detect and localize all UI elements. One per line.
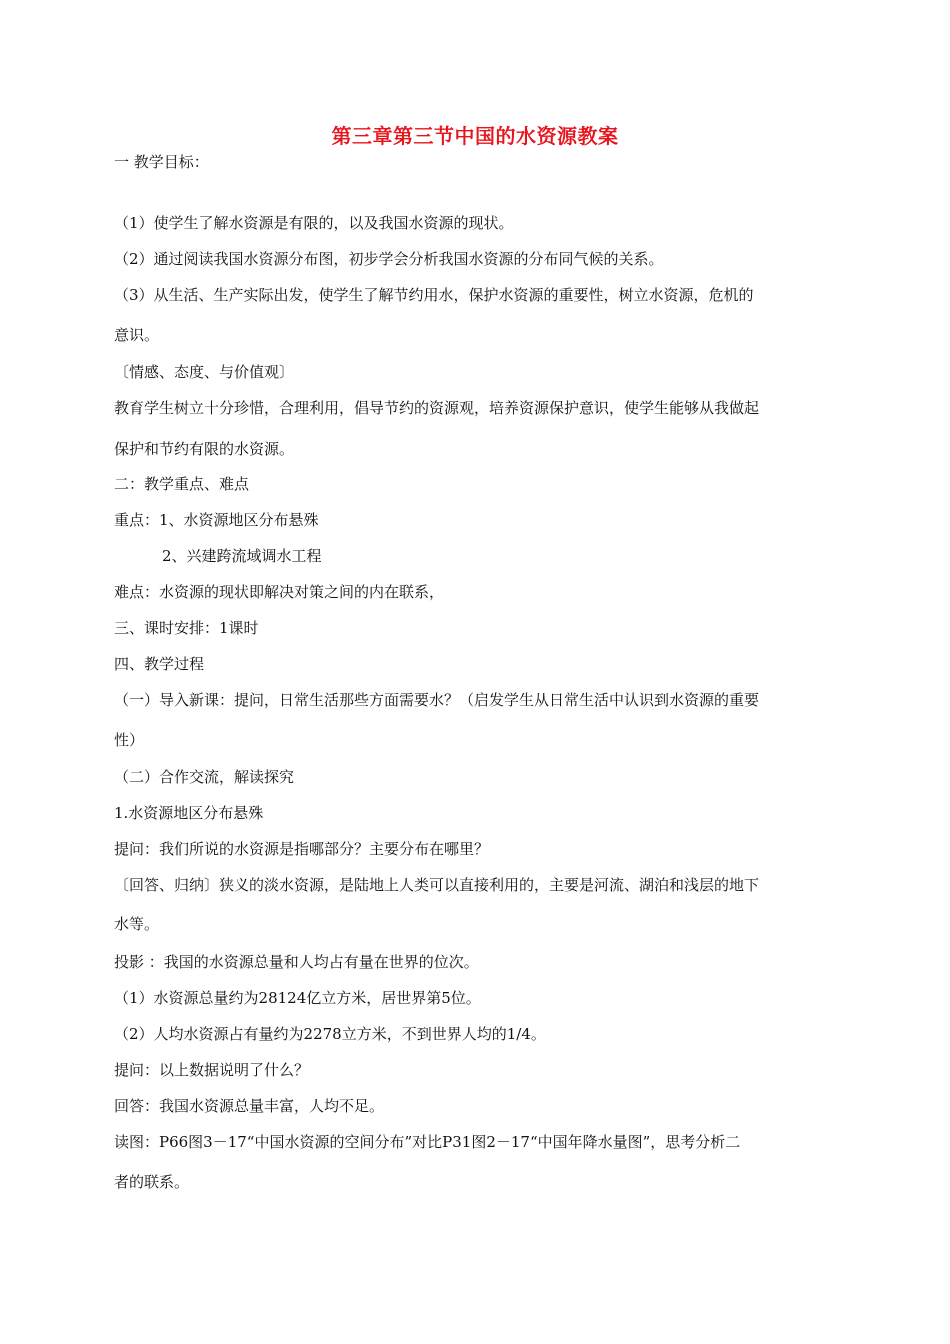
paragraph-line: 水等。: [114, 915, 160, 933]
paragraph-line: （2）人均水资源占有量约为2278立方米，不到世界人均的1/4。: [114, 1025, 546, 1043]
paragraph-line: （1）使学生了解水资源是有限的，以及我国水资源的现状。: [114, 214, 514, 232]
section-heading-keypoints: 二：教学重点、难点: [114, 475, 250, 493]
paragraph-line: （3）从生活、生产实际出发，使学生了解节约用水，保护水资源的重要性，树立水资源，危机的: [114, 286, 754, 304]
paragraph-line: 性）: [114, 731, 145, 749]
section-heading-objectives: 一 教学目标：: [114, 153, 209, 171]
paragraph-line: 读图：P66图3－17“中国水资源的空间分布”对比P31图2－17“中国年降水量图”，思考分析二: [114, 1133, 741, 1151]
paragraph-line: （二）合作交流，解读探究: [114, 768, 295, 786]
paragraph-line: 教育学生树立十分珍惜，合理利用，倡导节约的资源观，培养资源保护意识，使学生能够从我做起: [114, 399, 760, 417]
paragraph-line: 者的联系。: [114, 1173, 190, 1191]
paragraph-line: （2）通过阅读我国水资源分布图，初步学会分析我国水资源的分布同气候的关系。: [114, 250, 664, 268]
paragraph-line: 投影 ：我国的水资源总量和人均占有量在世界的位次。: [114, 953, 479, 971]
paragraph-line: 提问：我们所说的水资源是指哪部分？主要分布在哪里？: [114, 840, 490, 858]
paragraph-line: 重点：1、水资源地区分布悬殊: [114, 511, 319, 529]
document-title: 第三章第三节中国的水资源教案: [331, 124, 619, 148]
section-heading-schedule: 三、课时安排：1课时: [114, 619, 259, 637]
paragraph-line: 1.水资源地区分布悬殊: [114, 804, 264, 822]
paragraph-line: （1）水资源总量约为28124亿立方米，居世界第5位。: [114, 989, 481, 1007]
paragraph-line: 意识。: [114, 326, 160, 344]
paragraph-line: 提问：以上数据说明了什么？: [114, 1061, 310, 1079]
paragraph-line: 〔回答、归纳〕狭义的淡水资源，是陆地上人类可以直接利用的，主要是河流、湖泊和浅层的地下: [114, 876, 760, 894]
paragraph-line: 难点：水资源的现状即解决对策之间的内在联系，: [114, 583, 445, 601]
paragraph-line: 回答：我国水资源总量丰富，人均不足。: [114, 1097, 385, 1115]
paragraph-line: 保护和节约有限的水资源。: [114, 440, 295, 458]
paragraph-line: 2、兴建跨流域调水工程: [162, 547, 322, 565]
paragraph-line: （一）导入新课：提问，日常生活那些方面需要水？（启发学生从日常生活中认识到水资源的重要: [114, 691, 760, 709]
section-heading-process: 四、教学过程: [114, 655, 205, 673]
paragraph-line: 〔情感、态度、与价值观〕: [114, 363, 295, 381]
